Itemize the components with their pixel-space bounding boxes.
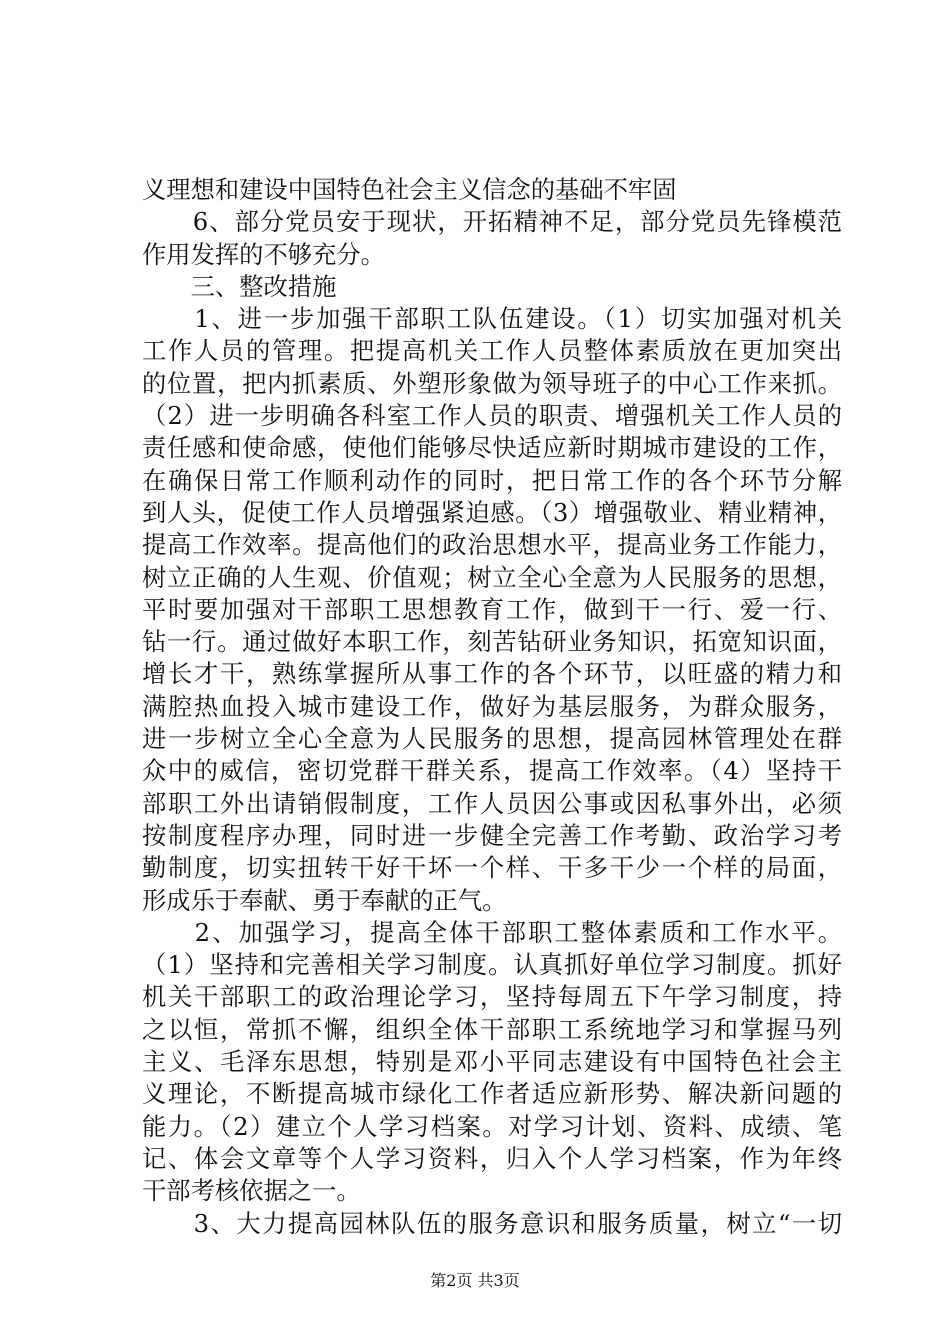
text-line: 工作人员的管理。把提高机关工作人员整体素质放在更加突出 (142, 336, 842, 366)
text-line: 勤制度，切实扭转干好干坏一个样、干多干少一个样的局面， (142, 853, 842, 883)
text-line: 进一步树立全心全意为人民服务的思想，提高园林管理处在群 (142, 724, 842, 754)
text-line: 记、体会文章等个人学习资料，归入个人学习档案，作为年终 (142, 1143, 842, 1173)
text-line: 树立正确的人生观、价值观；树立全心全意为人民服务的思想， (142, 562, 842, 592)
text-line: 满腔热血投入城市建设工作，做好为基层服务，为群众服务， (142, 691, 842, 721)
text-line: 形成乐于奉献、勇于奉献的正气。 (142, 885, 507, 915)
text-line: 义理论，不断提高城市绿化工作者适应新形势、解决新问题的 (142, 1079, 842, 1109)
text-line: 3、大力提高园林队伍的服务意识和服务质量，树立“一切 (142, 1208, 842, 1238)
text-line: 的位置，把内抓素质、外塑形象做为领导班子的中心工作来抓。 (142, 368, 842, 398)
text-line: 义理想和建设中国特色社会主义信念的基础不牢固 (142, 175, 677, 204)
text-line: 责任感和使命感，使他们能够尽快适应新时期城市建设的工作， (142, 433, 842, 463)
text-line: （1）坚持和完善相关学习制度。认真抓好单位学习制度。抓好 (142, 950, 842, 980)
text-line: 平时要加强对干部职工思想教育工作，做到干一行、爱一行、 (142, 594, 842, 624)
text-line: （2）进一步明确各科室工作人员的职责、增强机关工作人员的 (142, 401, 842, 431)
text-line: 在确保日常工作顺利动作的同时，把日常工作的各个环节分解 (142, 465, 842, 495)
text-line: 部职工外出请销假制度，工作人员因公事或因私事外出，必须 (142, 788, 842, 818)
text-line: 作用发挥的不够充分。 (142, 239, 385, 269)
document-body (142, 174, 842, 1240)
text-line: 干部考核依据之一。 (142, 1176, 361, 1206)
text-line: 钻一行。通过做好本职工作，刻苦钻研业务知识，拓宽知识面， (142, 627, 842, 657)
text-line: 众中的威信，密切党群干群关系，提高工作效率。（4）坚持干 (142, 756, 842, 786)
text-line: 主义、毛泽东思想，特别是邓小平同志建设有中国特色社会主 (142, 1047, 842, 1077)
page-footer: 第2页 共3页 (430, 1271, 520, 1290)
text-line: 到人头，促使工作人员增强紧迫感。（3）增强敬业、精业精神， (142, 497, 842, 527)
text-line: 按制度程序办理，同时进一步健全完善工作考勤、政治学习考 (142, 820, 842, 850)
text-line: 6、部分党员安于现状，开拓精神不足，部分党员先锋模范 (142, 207, 842, 237)
text-line: 增长才干，熟练掌握所从事工作的各个环节，以旺盛的精力和 (142, 659, 842, 689)
text-line: 机关干部职工的政治理论学习，坚持每周五下午学习制度，持 (142, 982, 842, 1012)
text-line: 1、进一步加强干部职工队伍建设。（1）切实加强对机关 (142, 304, 842, 334)
text-line: 三、整改措施 (142, 271, 337, 301)
text-line: 之以恒，常抓不懈，组织全体干部职工系统地学习和掌握马列 (142, 1014, 842, 1044)
text-line: 2、加强学习，提高全体干部职工整体素质和工作水平。 (142, 917, 842, 947)
text-line: 能力。（2）建立个人学习档案。对学习计划、资料、成绩、笔 (142, 1111, 842, 1141)
text-line: 提高工作效率。提高他们的政治思想水平，提高业务工作能力， (142, 530, 842, 560)
